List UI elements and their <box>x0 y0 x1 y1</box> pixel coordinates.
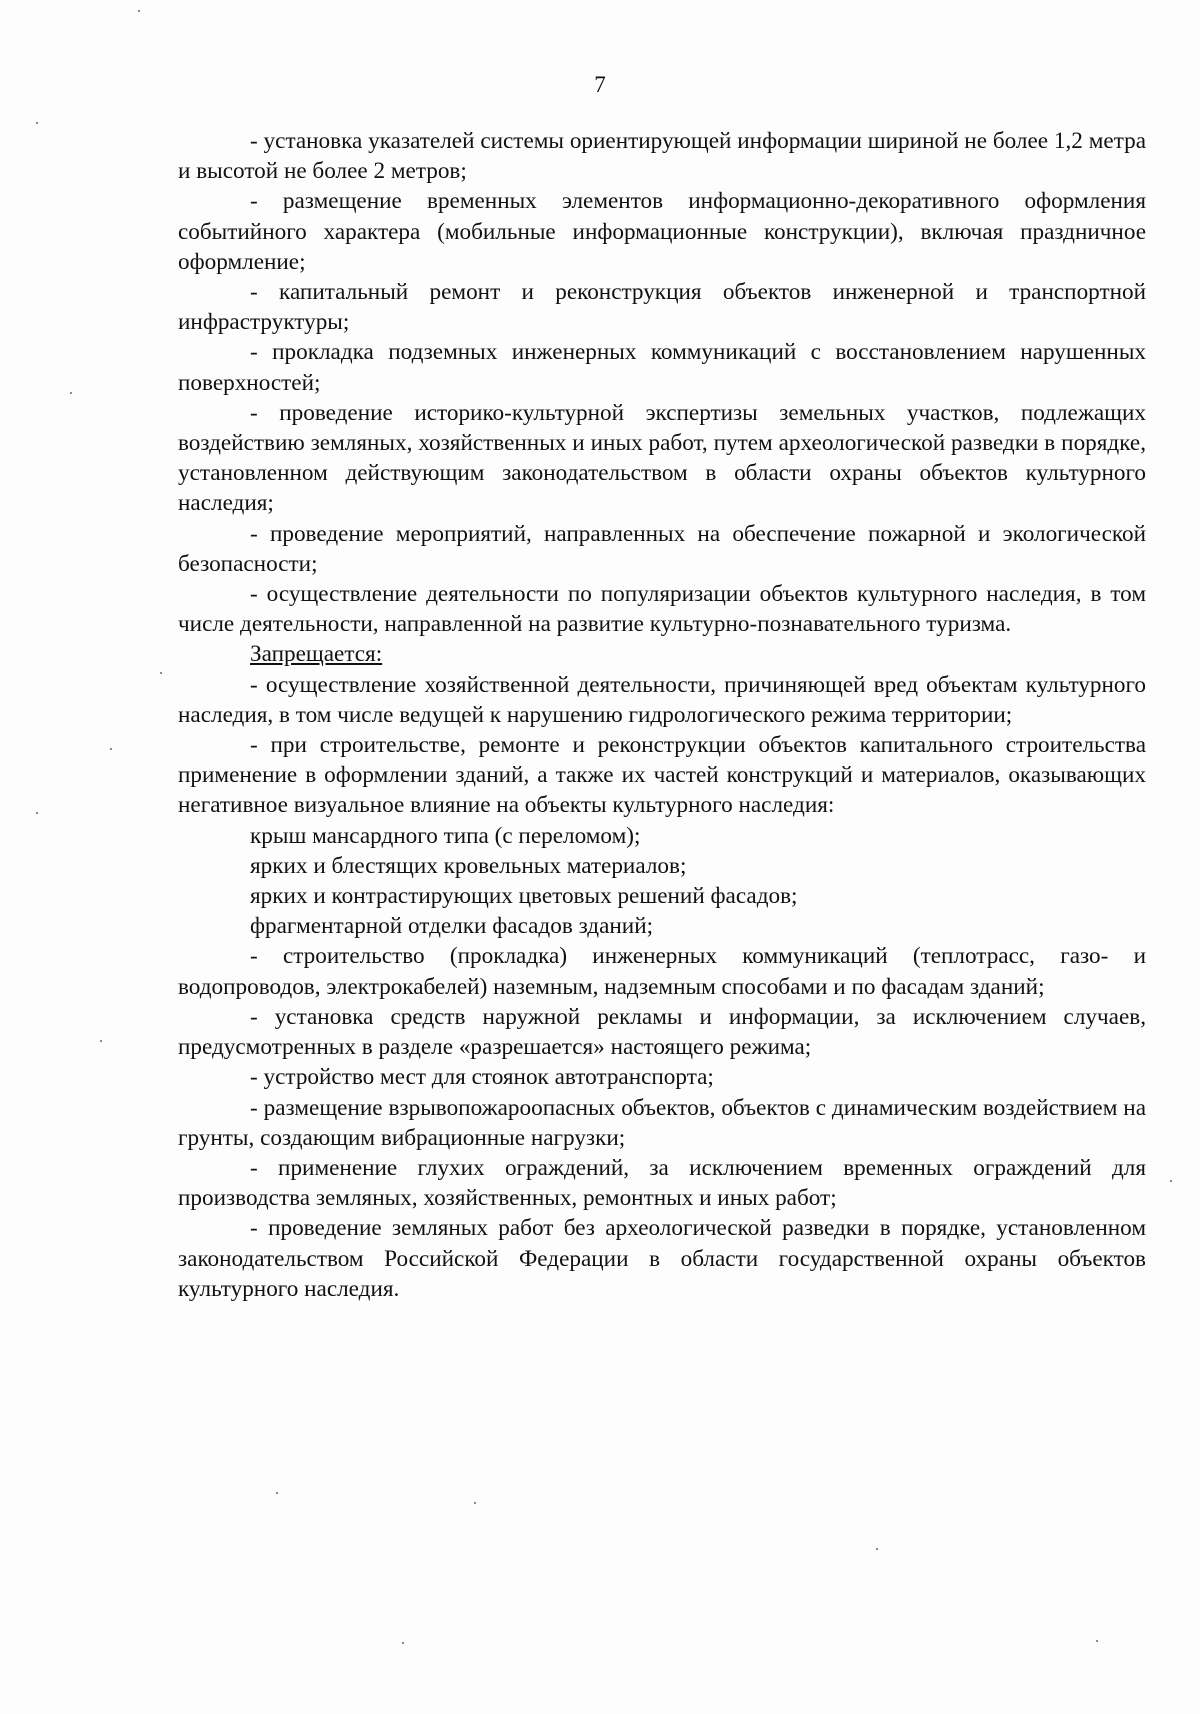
paragraph-solid-fences: - применение глухих ограждений, за исключением временных ограждений для производства земляных, хозяйственных, ремонтных и иных работ; <box>178 1154 1146 1212</box>
section-heading-text: Запрещается: <box>250 641 383 668</box>
list-item-mansard-roofs: крыш мансардного типа (с переломом); <box>250 822 641 849</box>
paragraph-economic-activity: - осуществление хозяйственной деятельности, причиняющей вред объектам культурного наследия, в том числе ведущей к нарушению гидрологического режима территории; <box>178 671 1146 728</box>
scan-speck <box>474 1502 476 1504</box>
section-heading-prohibited <box>178 639 1146 669</box>
page-number: 7 <box>594 72 606 97</box>
list-item-shiny-roofing: ярких и блестящих кровельных материалов; <box>250 852 687 879</box>
paragraph-overground-utilities: - строительство (прокладка) инженерных коммуникаций (теплотрасс, газо- и водопроводов, электрокабелей) наземным, надземным способами и по фасадам зданий; <box>178 943 1146 1000</box>
paragraph-popularization: - осуществление деятельности по популяризации объектов культурного наследия, в том числе деятельности, направленной на развитие культурно-познавательного туризма. <box>178 581 1146 638</box>
list-item-contrasting-colors: ярких и контрастирующих цветовых решений фасадов; <box>250 883 798 910</box>
paragraph-explosive-objects: - размещение взрывопожароопасных объектов, объектов с динамическим воздействием на грунты, создающим вибрационные нагрузки; <box>178 1094 1146 1151</box>
scan-speck <box>36 122 38 124</box>
scan-speck <box>160 672 162 674</box>
scan-speck <box>1096 1640 1098 1642</box>
scan-speck <box>70 392 72 394</box>
paragraph-heritage-expertise: - проведение историко-культурной экспертизы земельных участков, подлежащих воздействию земляных, хозяйственных и иных работ, путем археологической разведки в порядке, установленном действующим законодательством в области охраны объектов культурного наследия; <box>178 399 1146 517</box>
paragraph-temporary-decor: - размещение временных элементов информационно-декоративного оформления событийного характера (мобильные информационные конструкции), включая праздничное оформление; <box>178 188 1146 275</box>
paragraph-underground-utilities: - прокладка подземных инженерных коммуникаций с восстановлением нарушенных поверхностей; <box>178 339 1146 396</box>
scan-speck <box>402 1642 404 1644</box>
scan-speck <box>100 1040 102 1042</box>
document-body <box>178 126 1146 1304</box>
scan-speck <box>138 10 140 12</box>
paragraph-outdoor-advertising: - установка средств наружной рекламы и информации, за исключением случаев, предусмотренных в разделе «разрешается» настоящего режима; <box>178 1003 1146 1061</box>
paragraph-signage: - установка указателей системы ориентирующей информации шириной не более 1,2 метра и высотой не более 2 метров; <box>178 128 1146 185</box>
list-item-fragmentary-finish: фрагментарной отделки фасадов зданий; <box>250 913 654 940</box>
scan-speck <box>1170 1180 1172 1182</box>
paragraph-parking: - устройство мест для стоянок автотранспорта; <box>250 1064 714 1091</box>
scan-speck <box>110 748 112 750</box>
paragraph-capital-repair: - капитальный ремонт и реконструкция объектов инженерной и транспортной инфраструктуры; <box>178 279 1146 336</box>
paragraph-fire-safety: - проведение мероприятий, направленных на обеспечение пожарной и экологической безопасности; <box>178 520 1146 577</box>
scan-speck <box>876 1548 878 1550</box>
paragraph-earthworks: - проведение земляных работ без археологической разведки в порядке, установленном законодательством Российской Федерации в области государственной охраны объектов культурного наследия. <box>178 1215 1146 1302</box>
scan-speck <box>276 1492 278 1494</box>
scan-speck <box>36 812 38 814</box>
paragraph-construction-materials: - при строительстве, ремонте и реконструкции объектов капитального строительства применение в оформлении зданий, а также их частей конструкций и материалов, оказывающих негативное визуальное влияние на объекты культурного наследия: <box>178 732 1146 819</box>
